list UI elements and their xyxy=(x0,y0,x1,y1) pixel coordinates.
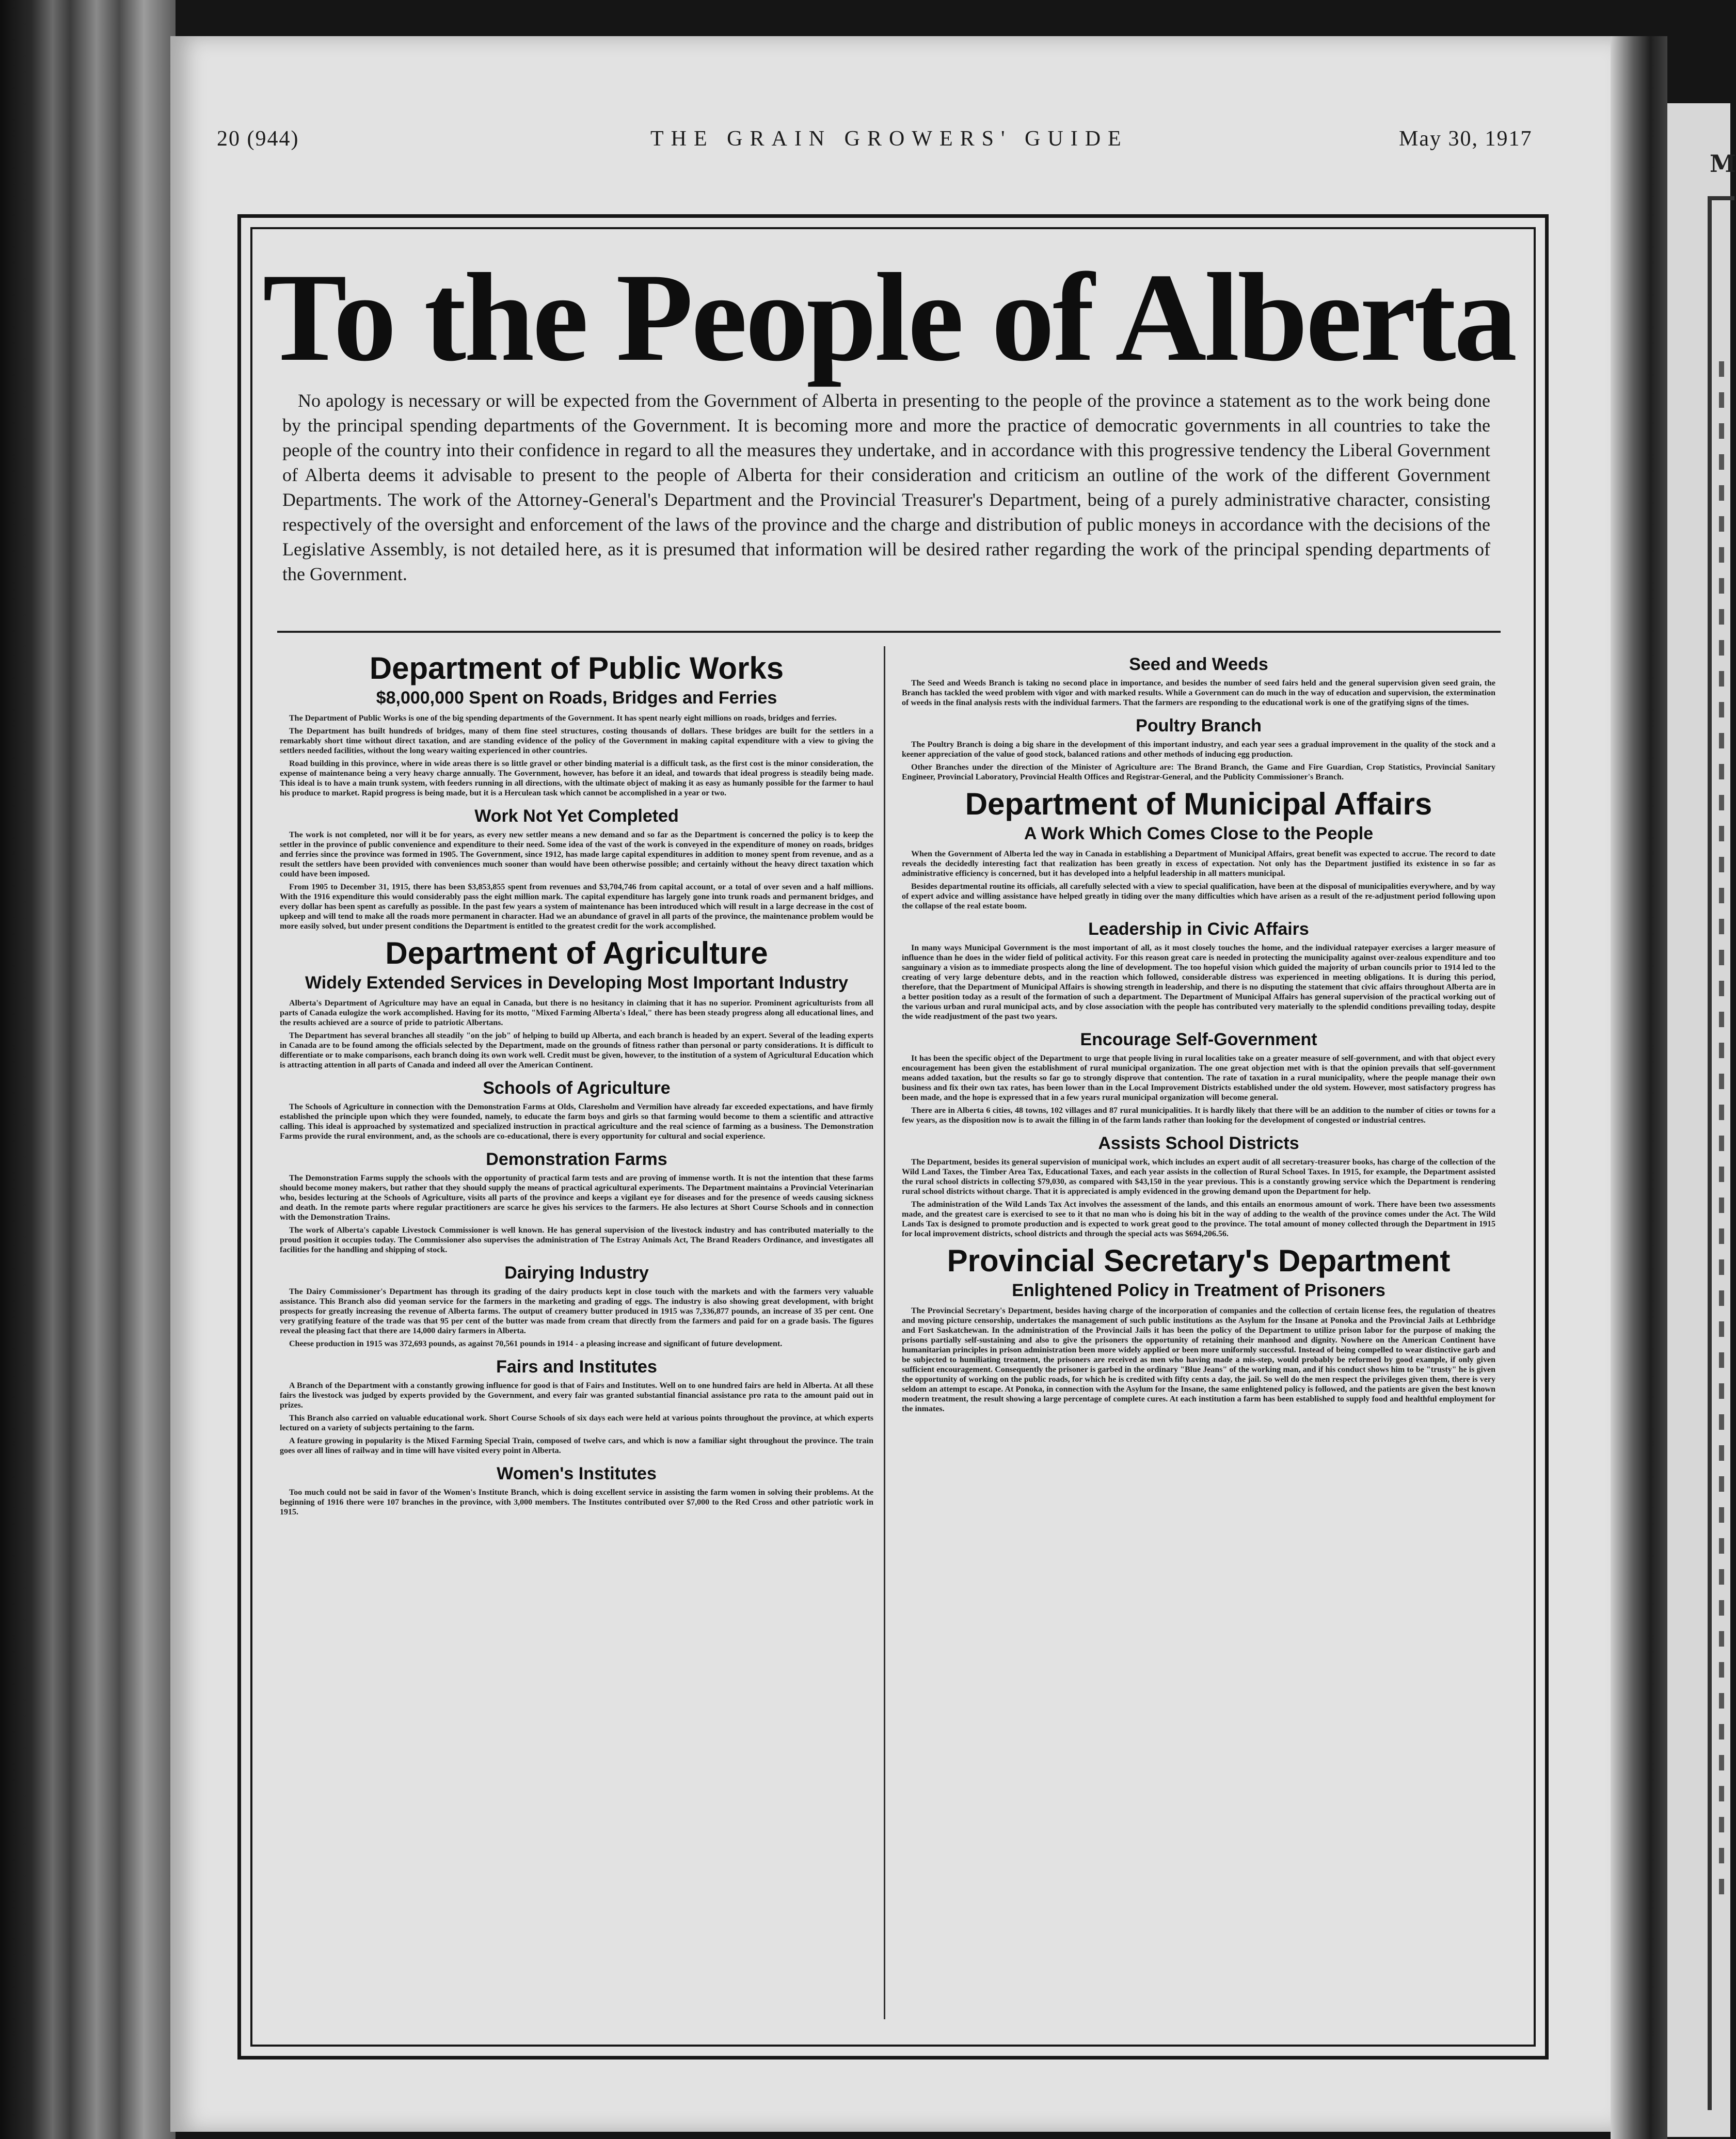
agriculture-paragraph: The Department has several branches all steadily "on the job" of helping to build up Alberta, and each branch is headed by an expert. Several of the leading experts in Canada are to be found among the officials selected by the Department, made on the grounds of fitness rather than personal or party considerations. It is difficult to differentiate or to make comparisons, each branch doing its own work well. Credit must be given, however, to the institution of a system of Agricultural Education which is attracting attention in all parts of Canada and indeed all over the American Continent. xyxy=(280,1031,873,1070)
left-column xyxy=(280,646,873,1520)
seed-weeds-paragraph: The Seed and Weeds Branch is taking no second place in importance, and besides the number of seed fairs held and the general supervision given seed grain, the Branch has tackled the weed problem with vigor and with marked results. While a Government can do much in the way of education and supervision, the extermination of weeds in the final analysis rests with the individual farmers. That the farmers are responding to the educational work is one of the gratifying signs of the times. xyxy=(902,679,1495,707)
newspaper-page xyxy=(170,36,1611,2132)
issue-date: May 30, 1917 xyxy=(1399,127,1533,151)
poultry-branch-heading: Poultry Branch xyxy=(1136,716,1262,736)
section-divider xyxy=(277,631,1501,633)
municipal-paragraph: Besides departmental routine its officials, all carefully selected with a view to special qualification, have been at the disposal of municipalities everywhere, and by way of expert advice and willing assistance have helped greatly in tiding over the many difficulties which have arisen as a result of the re-adjustment period following upon the collapse of the real estate boom. xyxy=(902,882,1495,911)
poultry-paragraph: The Poultry Branch is doing a big share in the development of this important industry, and each year sees a gradual improvement in the quality of the stock and a keener appreciation of the value of good stock, balanced rations and other methods of inducing egg production. xyxy=(902,740,1495,759)
dairying-industry-heading: Dairying Industry xyxy=(504,1263,649,1283)
work-not-completed-heading: Work Not Yet Completed xyxy=(474,806,679,826)
right-column xyxy=(902,646,1495,1417)
agriculture-paragraph: Cheese production in 1915 was 372,693 pounds, as against 70,561 pounds in 1914 - a pleasing increase and significant of future development. xyxy=(289,1339,783,1348)
provincial-secretary-subtitle: Enlightened Policy in Treatment of Prisoners xyxy=(1012,1281,1385,1300)
agriculture-paragraph: A feature growing in popularity is the Mixed Farming Special Train, composed of twelve cars, and which is now a familiar sight throughout the province. The train goes over all lines of railway and in time will have visited every point in Alberta. xyxy=(280,1436,873,1455)
public-works-title: Department of Public Works xyxy=(369,651,784,685)
municipal-affairs-title: Department of Municipal Affairs xyxy=(965,787,1432,821)
civic-affairs-heading: Leadership in Civic Affairs xyxy=(1088,919,1309,939)
book-gutter xyxy=(1611,36,1667,2139)
self-government-heading: Encourage Self-Government xyxy=(1080,1030,1317,1049)
municipal-affairs-subtitle: A Work Which Comes Close to the People xyxy=(1024,824,1374,843)
page-number: 20 (944) xyxy=(217,127,299,151)
publication-title: THE GRAIN GROWERS' GUIDE xyxy=(650,127,1128,151)
agriculture-subtitle: Widely Extended Services in Developing Most Important Industry xyxy=(305,973,848,993)
advertisement-intro: No apology is necessary or will be expected from the Government of Alberta in presenting to the people of the province a statement as to the work being done by the principal spending departments of the Government. It is becoming more and more the practice of democratic governments in all countries to take the people of the country into their confidence in regard to all the measures they undertake, and in accordance with this progressive tendency the Liberal Government of Alberta deems it advisable to present to the people of Alberta for their consideration and criticism an outline of the work of the different Government Departments. The work of the Attorney-General's Department and the Provincial Treasurer's Department, being of a purely administrative character, consisting respectively of the oversight and enforcement of the laws of the province and the charge and distribution of public moneys in accordance with the decisions of the Legislative Assembly, is not detailed here, as it is presumed that information will be desired rather regarding the work of the principal spending departments of the Government. xyxy=(282,390,1490,584)
provincial-secretary-paragraph: The Provincial Secretary's Department, besides having charge of the incorporation of companies and the collection of certain license fees, the regulation of theatres and moving picture censorship, undertakes the management of such public institutions as the Asylum for the Insane at Ponoka and the Provincial Jails at Lethbridge and Fort Saskatchewan. In the administration of the Provincial Jails it has been the policy of the Department to utilize prison labor for the purpose of making the prisons partially self-sustaining and also to give the prisoners the opportunity of retaining their manhood and dignity. Nowhere on the American Continent have humanitarian principles in prison administration been more widely applied or been more uniformly successful. Instead of being compelled to wear distinctive garb and be subjected to humiliating treatment, the prisoners are received as men who having made a mis-step, would probably be reformed by good example, if only given sufficient encouragement. Consequently the prisoner is garbed in the ordinary "Blue Jeans" of the working man, and if his conduct shows him to be "trusty" he is given the opportunity of working on the public roads, for which he is credited with fifty cents a day, the jail. So well do the men respect the privileges given them, there is very seldom an attempt to escape. At Ponoka, in connection with the Asylum for the Insane, the same enlightened policy is followed, and the patients are given the best known modern treatment, the result showing a large percentage of complete cures. At each institution a farm has been established to supply food and healthful employment for the inmates. xyxy=(902,1306,1495,1413)
public-works-paragraph: From 1905 to December 31, 1915, there has been $3,853,855 spent from revenues and $3,704,746 from capital account, or a total of over seven and a half millions. With the 1916 expenditure this would considerably pass the eight million mark. The capital expenditure has largely gone into trunk roads and permanent bridges, and every dollar has been spent as carefully as possible. In the past few years a system of maintenance has been introduced which will result in a large decrease in the cost of upkeep and will tend to make all the roads more permanent in character. Had we an abundance of gravel in all parts of the province, the maintenance problem would be more easily solved, but under present conditions the Department is entitled to the greatest credit for the work accomplished. xyxy=(280,883,873,931)
municipal-paragraph: There are in Alberta 6 cities, 48 towns, 102 villages and 87 rural municipalities. It is hardly likely that there will be an addition to the number of cities or towns for a few years, as the disposition now is to await the filling in of the farm lands rather than looking for the development of congested or industrial centres. xyxy=(902,1106,1495,1125)
adjacent-page xyxy=(1667,103,1736,2137)
demonstration-farms-heading: Demonstration Farms xyxy=(486,1150,667,1169)
agriculture-paragraph: The Demonstration Farms supply the schools with the opportunity of practical farm tests and are proving of immense worth. It is not the intention that these farms should become money makers, but rather that they should supply the means of practical agricultural experiments. The Department maintains a Provincial Veterinarian who, besides lecturing at the Schools of Agriculture, visits all parts of the province and keeps a vigilant eye for diseases and for the presence of weeds causing sickness and death. In the remote parts where regular practitioners are scarce he gives his services to the farmers. He also lectures at Short Course Schools and in connection with the Demonstration Trains. xyxy=(280,1174,873,1222)
advertisement-frame xyxy=(237,214,1549,2060)
public-works-paragraph: The Department has built hundreds of bridges, many of them fine steel structures, costing thousands of dollars. These bridges are built for the settlers in a remarkably short time without direct taxation, and are standing evidence of the policy of the Government in making capital expenditure with a view to giving the settlers needed facilities, without the long weary waiting experienced in other countries. xyxy=(280,727,873,755)
book-page-edges xyxy=(0,0,176,2139)
public-works-paragraph: The Department of Public Works is one of the big spending departments of the Government. It has spent nearly eight millions on roads, bridges and ferries. xyxy=(289,714,837,723)
running-head xyxy=(170,126,1611,163)
advertisement-headline: To the People of Alberta xyxy=(262,247,1516,387)
agriculture-paragraph: This Branch also carried on valuable educational work. Short Course Schools of six days each were held at various points throughout the province, at which experts lectured on a variety of subjects pertaining to the farm. xyxy=(280,1414,873,1432)
municipal-paragraph: The administration of the Wild Lands Tax Act involves the assessment of the lands, and this entails an enormous amount of work. There have been two assessments made, and the greatest care is exercised to see to it that no man who is doing his bit in the way of adding to the wealth of the province comes under the Act. The Wild Lands Tax is designed to promote production and is expected to work great good to the province. The total amount of money collected through the Department in 1915 for local improvement districts, school districts and through the special acts was $694,206.56. xyxy=(902,1200,1495,1238)
municipal-paragraph: The Department, besides its general supervision of municipal work, which includes an expert audit of all secretary-treasurer books, has charge of the collection of the Wild Land Taxes, the Timber Area Tax, Educational Taxes, and each year assists in the collection of Rural School Taxes. In 1915, for example, the Department assisted the rural school districts in collecting $79,030, as compared with $43,150 in the year previous. This is a constantly growing service which the Department is rendering rural school districts without charge. That it is appreciated is amply evidenced in the growing demand upon the Department for help. xyxy=(902,1158,1495,1196)
womens-institutes-heading: Women's Institutes xyxy=(497,1464,657,1483)
agriculture-paragraph: The Schools of Agriculture in connection with the Demonstration Farms at Olds, Claresholm and Vermilion have already far exceeded expectations, and have firmly established the principle upon which they were founded, namely, to educate the farm boys and girls so that farming would become to them a scientific and attractive calling. This ideal is approached by systematized and specialized instruction in practical agriculture and the real science of farming as a business. The Demonstration Farms provide the rural environment, and, as the schools are co-educational, there is every opportunity for cultural and social experience. xyxy=(280,1103,873,1141)
public-works-paragraph: The work is not completed, nor will it be for years, as every new settler means a new demand and so far as the Department is concerned the policy is to keep the settler in the province of public convenience and expenditure to their need. Some idea of the vast of the work is conveyed in the expenditure of money on roads, bridges and ferries since the province was formed in 1905. The Government, since 1912, has made large capital expenditures in addition to money spent from revenue, and as a result the settlers have been provided with conveniences much sooner than would have been otherwise possible; and certainly without the heavy direct taxation which could have been imposed. xyxy=(280,831,873,879)
provincial-secretary-title: Provincial Secretary's Department xyxy=(947,1243,1451,1278)
public-works-paragraph: Road building in this province, where in wide areas there is so little gravel or other binding material is a difficult task, as the first cost is the minor consideration, the expense of maintenance being a very heavy charge annually. The Government, however, has before it an ideal, and towards that ideal progress is steadily being made. This ideal is to have a main trunk system, with feeders running in all directions, with the ultimate object of making it as easy as humanly possible for the farmer to haul his produce to market. Rapid progress is being made, but it is a Herculean task which cannot be accomplished in a year or two. xyxy=(280,759,873,797)
poultry-paragraph: Other Branches under the direction of the Minister of Agriculture are: The Brand Branch, the Game and Fire Guardian, Crop Statistics, Provincial Sanitary Engineer, Provincial Laboratory, Provincial Health Offices and Registrar-General, and the Publicity Commissioner's Branch. xyxy=(902,763,1495,781)
seed-weeds-heading: Seed and Weeds xyxy=(1129,655,1268,674)
schools-of-agriculture-heading: Schools of Agriculture xyxy=(483,1078,671,1098)
public-works-subtitle: $8,000,000 Spent on Roads, Bridges and Ferries xyxy=(376,688,777,708)
municipal-paragraph: When the Government of Alberta led the way in Canada in establishing a Department of Municipal Affairs, great benefit was expected to accrue. The record to date reveals the decidedly interesting fact that realization has been greatly in excess of expectation. Not only has the Department justified its existence in so far as administrative efficiency is concerned, but it has developed into a helpful leadership in all matters municipal. xyxy=(902,850,1495,878)
adjacent-page-rule xyxy=(1719,361,1724,1910)
agriculture-paragraph: The work of Alberta's capable Livestock Commissioner is well known. He has general supervision of the livestock industry and has contributed materially to the proud position it occupies today. The Commissioner also supervises the administration of The Estray Animals Act, The Brand Readers Ordinance, and investigates all facilities for the handling and shipping of stock. xyxy=(280,1226,873,1254)
agriculture-title: Department of Agriculture xyxy=(385,936,768,970)
agriculture-paragraph: The Dairy Commissioner's Department has through its grading of the dairy products kept in close touch with the markets and with the farmers very valuable assistance. This Branch also did yeoman service for the farmers in the marketing and grading of eggs. The industry is also showing great development, with bright prospects for greatly increasing the revenue of Alberta farms. The output of creamery butter produced in 1915 was 7,336,877 pounds, an increase of 35 per cent. One very gratifying feature of the trade was that 95 per cent of the butter was made from cream that directly from the farmers and paid for on a grade basis. The figures reveal the pleasing fact that there are 14,000 dairy farmers in Alberta. xyxy=(280,1287,873,1335)
school-districts-heading: Assists School Districts xyxy=(1098,1134,1299,1153)
agriculture-paragraph: Alberta's Department of Agriculture may have an equal in Canada, but there is no hesitancy in claiming that it has no superior. Prominent agriculturists from all parts of Canada eulogize the work accomplished. Having for its motto, "Mixed Farming Alberta's Ideal," there has been steady progress along all educational lines, and the results achieved are a source of pride to patriotic Albertans. xyxy=(280,999,873,1027)
column-rule xyxy=(884,646,885,2019)
municipal-paragraph: In many ways Municipal Government is the most important of all, as it most closely touches the home, and the individual ratepayer exercises a larger measure of influence than he does in the wider field of political activity. For this reason great care is needed in protecting the municipality against over-zealous expenditure and too sanguinary a vision as to immediate prospects along the line of development. The too hopeful vision which guided the majority of urban councils prior to 1914 led to the creating of very large debenture debts, and in the reaction which followed, considerable distress was experienced in meeting obligations. It is during this period, therefore, that the Department of Municipal Affairs is showing strength in leadership, and there is no disputing the statement that civic affairs throughout Alberta are in a better position today as a result of the formation of such a department. The Department of Municipal Affairs has general supervision of the practical working out of the various urban and rural municipal acts, and by close association with the people has contributed very materially to the splendid conditions prevailing today, despite the wide readjustment of the past two years. xyxy=(902,944,1495,1021)
fairs-institutes-heading: Fairs and Institutes xyxy=(496,1357,657,1377)
agriculture-paragraph: A Branch of the Department with a constantly growing influence for good is that of Fairs and Institutes. Well on to one hundred fairs are held in Alberta. At all these fairs the livestock was judged by experts provided by the Government, and every fair was granted substantial financial assistance pro rata to the amount paid out in prizes. xyxy=(280,1381,873,1410)
municipal-paragraph: It has been the specific object of the Department to urge that people living in rural localities take on a greater measure of self-government, and with that object every encouragement has been given the establishment of rural municipal organization. The one great objection met with is that the opinion prevails that self-government means added taxation, but the results so far go to strongly disprove that contention. The rate of taxation in a rural municipality, where the people manage their own business and fix their own tax rates, has been lower than in the Local Improvement Districts established under the old system. However, most satisfactory progress has been made, and the hope is expressed that in a few years rural municipal organization will become general. xyxy=(902,1054,1495,1102)
adjacent-page-fragment: M xyxy=(1710,150,1736,178)
agriculture-paragraph: Too much could not be said in favor of the Women's Institute Branch, which is doing excellent service in assisting the farm women in solving their problems. At the beginning of 1916 there were 107 branches in the province, with 3,000 members. The Institutes contributed over $7,000 to the Red Cross and other patriotic work in 1915. xyxy=(280,1488,873,1517)
